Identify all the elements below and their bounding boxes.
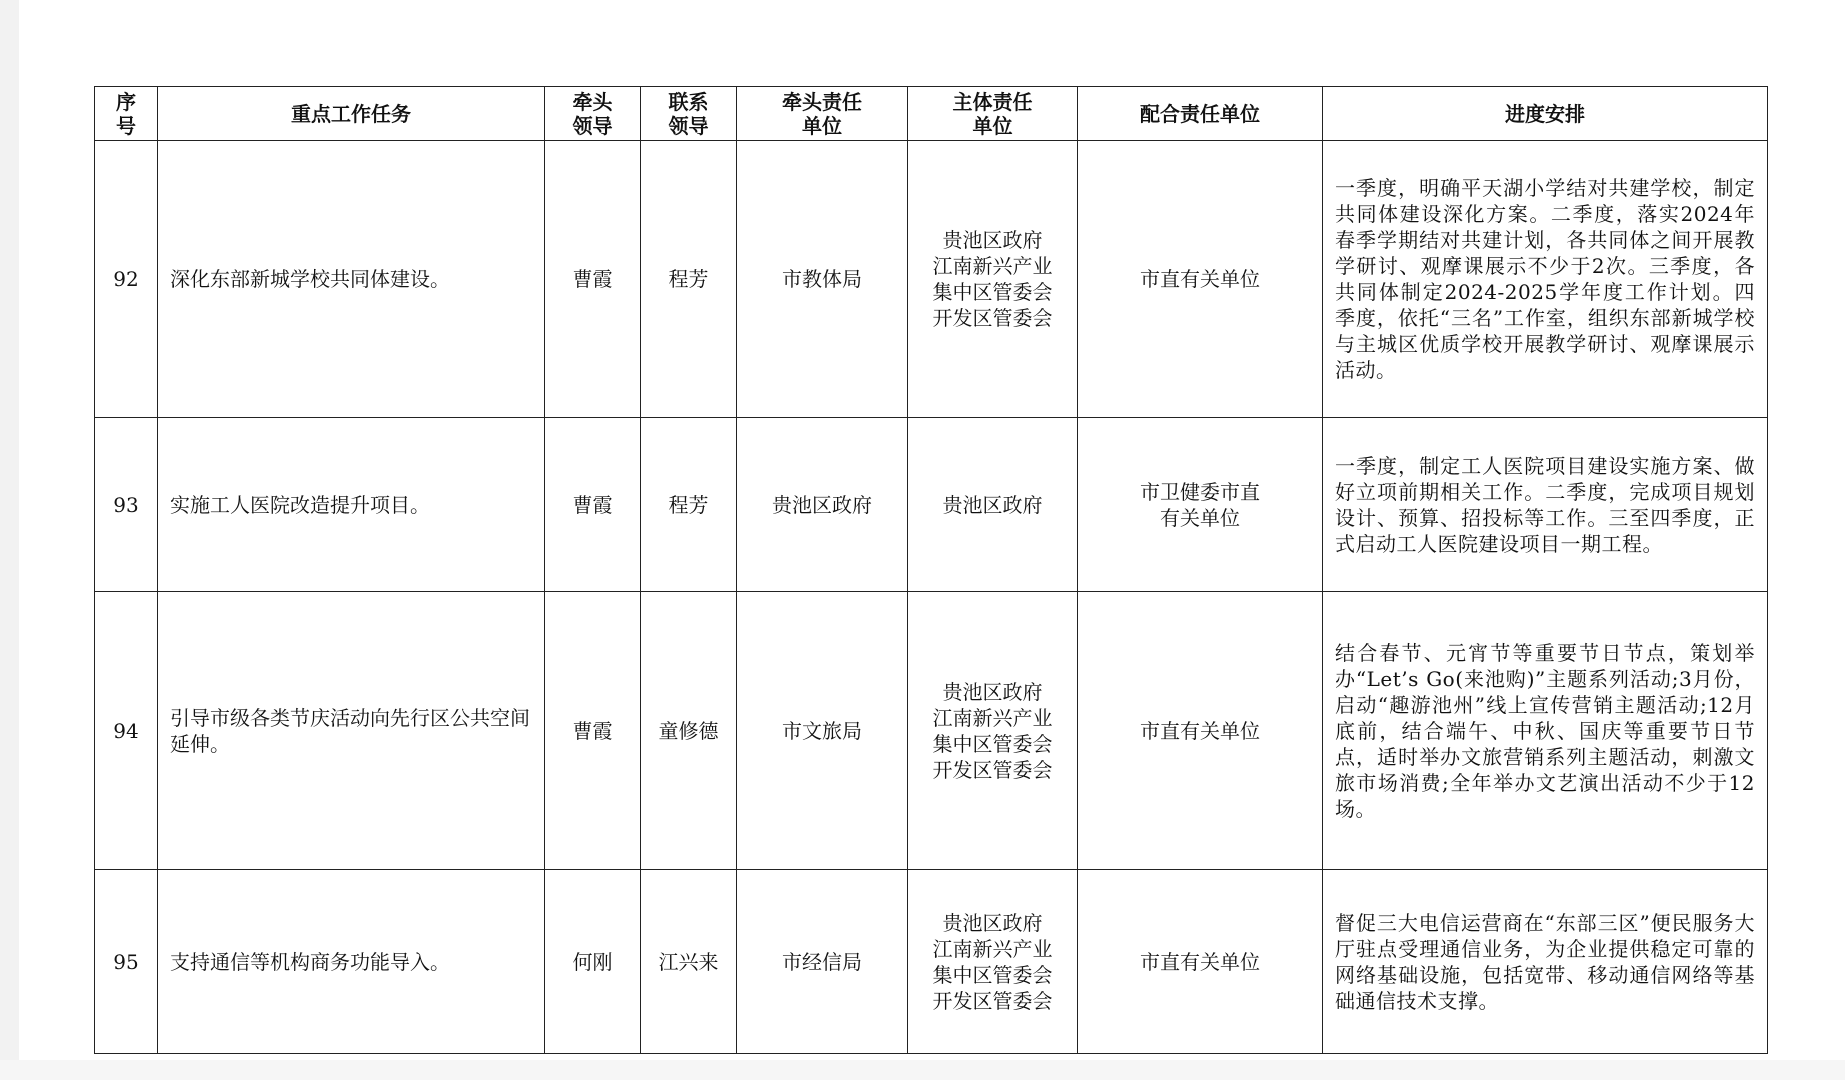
cell-lead-unit: 贵池区政府 (737, 418, 908, 592)
cell-lead-leader: 曹霞 (545, 141, 641, 418)
header-task: 重点工作任务 (158, 87, 545, 141)
cell-task: 实施工人医院改造提升项目。 (158, 418, 545, 592)
header-schedule: 进度安排 (1323, 87, 1768, 141)
cell-schedule: 结合春节、元宵节等重要节日节点，策划举办“Let’s Go(来池购)”主题系列活动;3月份，启动“趣游池州”线上宣传营销主题活动;12月底前，结合端午、中秋、国庆等重要节日节点，适时举办文旅营销系列主题活动，刺激文旅市场消费;全年举办文艺演出活动不少于12场。 (1323, 592, 1768, 870)
cell-lead-unit: 市教体局 (737, 141, 908, 418)
cell-contact-leader: 江兴来 (641, 870, 737, 1054)
cell-task: 支持通信等机构商务功能导入。 (158, 870, 545, 1054)
header-coop-unit: 配合责任单位 (1078, 87, 1323, 141)
table-row (95, 592, 1768, 870)
cell-seq: 92 (95, 141, 158, 418)
cell-lead-leader: 曹霞 (545, 592, 641, 870)
cell-contact-leader: 童修德 (641, 592, 737, 870)
cell-schedule: 一季度，制定工人医院项目建设实施方案、做好立项前期相关工作。二季度，完成项目规划设计、预算、招投标等工作。三至四季度，正式启动工人医院建设项目一期工程。 (1323, 418, 1768, 592)
cell-main-unit: 贵池区政府 江南新兴产业 集中区管委会 开发区管委会 (908, 870, 1078, 1054)
cell-contact-leader: 程芳 (641, 141, 737, 418)
table-row (95, 418, 1768, 592)
cell-lead-unit: 市文旅局 (737, 592, 908, 870)
work-task-table (94, 86, 1768, 1054)
cell-contact-leader: 程芳 (641, 418, 737, 592)
cell-task: 深化东部新城学校共同体建设。 (158, 141, 545, 418)
table-row (95, 141, 1768, 418)
cell-coop-unit: 市直有关单位 (1078, 141, 1323, 418)
cell-coop-unit: 市直有关单位 (1078, 592, 1323, 870)
header-contact-leader: 联系领导 (641, 87, 737, 141)
cell-schedule: 督促三大电信运营商在“东部三区”便民服务大厅驻点受理通信业务，为企业提供稳定可靠的网络基础设施，包括宽带、移动通信网络等基础通信技术支撑。 (1323, 870, 1768, 1054)
cell-main-unit: 贵池区政府 江南新兴产业 集中区管委会 开发区管委会 (908, 592, 1078, 870)
header-lead-leader: 牵头领导 (545, 87, 641, 141)
cell-lead-unit: 市经信局 (737, 870, 908, 1054)
header-lead-unit: 牵头责任单位 (737, 87, 908, 141)
table-row (95, 870, 1768, 1054)
cell-seq: 95 (95, 870, 158, 1054)
bottom-margin-strip (0, 1060, 1845, 1080)
cell-coop-unit: 市直有关单位 (1078, 870, 1323, 1054)
cell-seq: 93 (95, 418, 158, 592)
table-header-row (95, 87, 1768, 141)
cell-lead-leader: 何刚 (545, 870, 641, 1054)
cell-coop-unit: 市卫健委市直 有关单位 (1078, 418, 1323, 592)
cell-main-unit: 贵池区政府 (908, 418, 1078, 592)
cell-task: 引导市级各类节庆活动向先行区公共空间延伸。 (158, 592, 545, 870)
header-main-unit: 主体责任单位 (908, 87, 1078, 141)
cell-main-unit: 贵池区政府 江南新兴产业 集中区管委会 开发区管委会 (908, 141, 1078, 418)
left-margin-strip (0, 0, 19, 1080)
header-seq: 序号 (95, 87, 158, 141)
cell-lead-leader: 曹霞 (545, 418, 641, 592)
cell-seq: 94 (95, 592, 158, 870)
cell-schedule: 一季度，明确平天湖小学结对共建学校，制定共同体建设深化方案。二季度，落实2024年春季学期结对共建计划，各共同体之间开展教学研讨、观摩课展示不少于2次。三季度，各共同体制定2024-2025学年度工作计划。四季度，依托“三名”工作室，组织东部新城学校与主城区优质学校开展教学研讨、观摩课展示活动。 (1323, 141, 1768, 418)
